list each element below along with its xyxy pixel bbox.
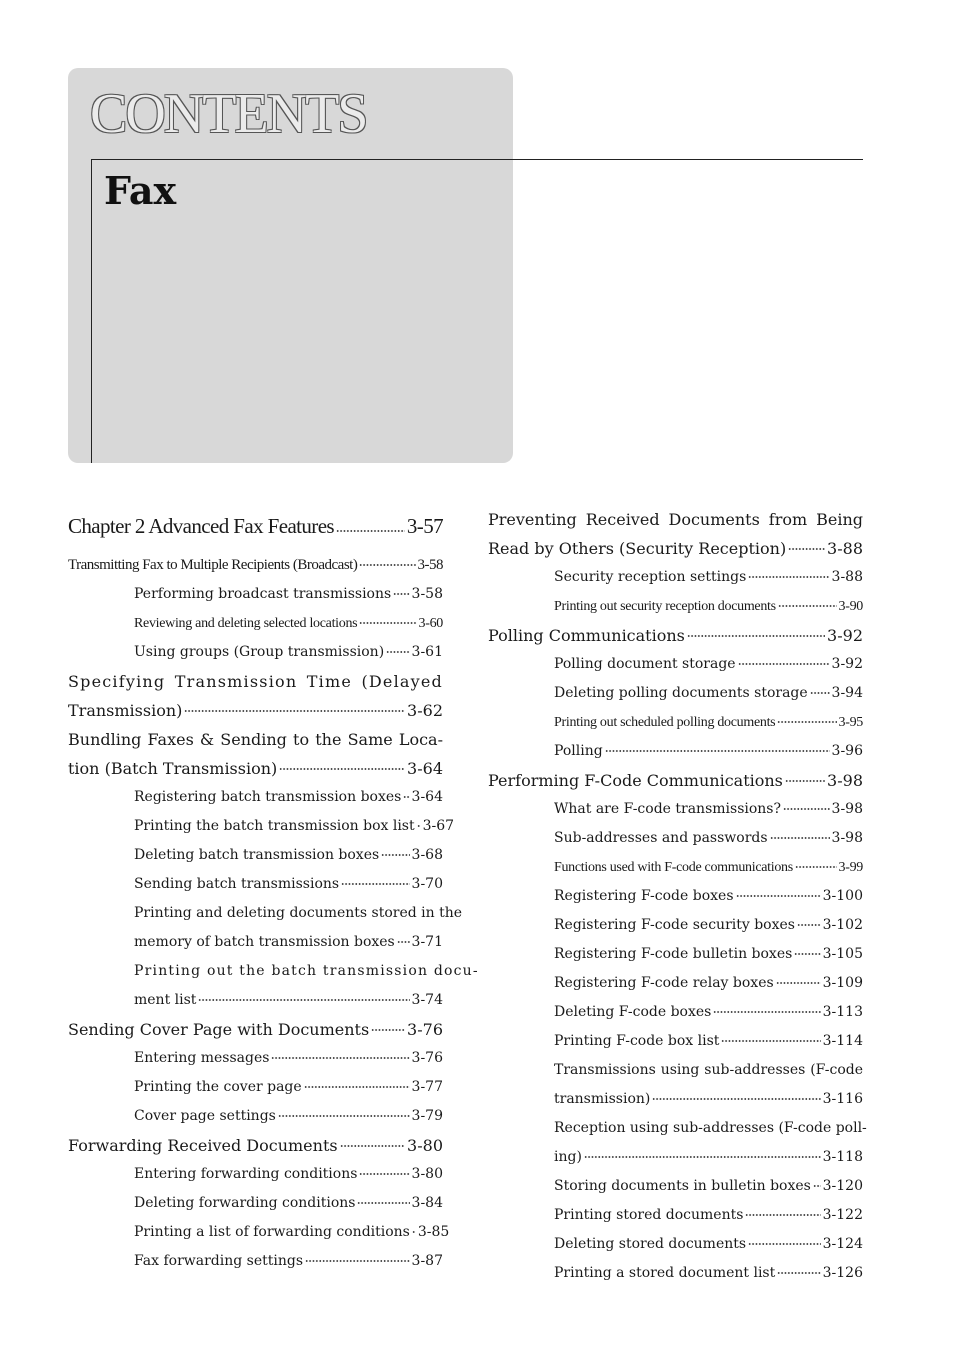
toc-subentry[interactable]: Registering F-code boxes 3-100 (488, 882, 863, 911)
toc-subentry[interactable]: Entering forwarding conditions 3-80 (68, 1160, 443, 1189)
page-number: 3-76 (411, 1050, 443, 1066)
page-number: 3-96 (831, 743, 863, 759)
page-number: 3-85 (417, 1224, 450, 1240)
toc-subentry[interactable]: Entering messages 3-76 (68, 1044, 443, 1073)
leader-dots (397, 932, 410, 946)
toc-subentry[interactable]: Storing documents in bulletin boxes 3-120 (488, 1172, 863, 1201)
section-title: Fax (104, 168, 177, 213)
leader-dots (271, 1048, 409, 1062)
leader-dots (336, 516, 405, 537)
leader-dots (403, 787, 409, 801)
leader-dots (393, 584, 409, 598)
toc-subentry[interactable]: Polling 3-96 (488, 737, 863, 766)
toc-entry-security-line1[interactable]: Preventing Received Documents from Being (488, 510, 863, 529)
page-number: 3-109 (822, 975, 863, 991)
toc-column-right (488, 505, 867, 1288)
toc-entry-broadcast[interactable]: Transmitting Fax to Multiple Recipients (Broadcast) 3-58 (68, 551, 443, 580)
leader-dots (810, 683, 830, 697)
leader-dots (340, 1135, 405, 1151)
toc-column-left (68, 505, 479, 1276)
page-number: 3-80 (411, 1166, 443, 1182)
page-number: 3-80 (407, 1136, 443, 1155)
toc-subentry[interactable]: Deleting stored documents 3-124 (488, 1230, 863, 1259)
header-rule-vertical (91, 159, 92, 463)
leader-dots (371, 1019, 405, 1035)
toc-entry-security-line2[interactable]: Read by Others (Security Reception) 3-88 (488, 534, 863, 563)
toc-subentry[interactable]: Registering batch transmission boxes 3-64 (68, 783, 443, 812)
toc-subentry-line1[interactable]: Printing out the batch transmission docu- (134, 963, 479, 979)
toc-subentry-line2[interactable]: transmission) 3-116 (488, 1085, 863, 1114)
leader-dots (777, 712, 836, 726)
leader-dots (721, 1031, 820, 1045)
page-number: 3-71 (411, 934, 443, 950)
leader-dots (652, 1089, 820, 1103)
page-number: 3-60 (418, 616, 443, 631)
toc-subentry[interactable]: Cover page settings 3-79 (68, 1102, 443, 1131)
leader-dots (198, 990, 409, 1004)
page-number: 3-120 (822, 1178, 863, 1194)
leader-dots (381, 845, 409, 859)
toc-chapter[interactable]: Chapter 2 Advanced Fax Features 3-57 (68, 513, 443, 538)
leader-dots (279, 758, 405, 774)
toc-subentry[interactable]: Deleting batch transmission boxes 3-68 (68, 841, 443, 870)
toc-subentry[interactable]: Printing F-code box list 3-114 (488, 1027, 863, 1056)
leader-dots (341, 874, 409, 888)
leader-dots (738, 654, 830, 668)
leader-dots (605, 741, 830, 755)
toc-subentry[interactable]: Registering F-code bulletin boxes 3-105 (488, 940, 863, 969)
leader-dots (770, 828, 830, 842)
page-number: 3-87 (411, 1253, 443, 1269)
page-number: 3-98 (831, 830, 863, 846)
toc-subentry-line1[interactable]: Transmissions using sub-addresses (F-code (554, 1062, 863, 1078)
toc-subentry[interactable]: Deleting F-code boxes 3-113 (488, 998, 863, 1027)
toc-subentry[interactable]: Reviewing and deleting selected locations 3-60 (68, 609, 443, 638)
page-number: 3-88 (831, 569, 863, 585)
toc-subentry[interactable]: Security reception settings 3-88 (488, 563, 863, 592)
leader-dots (584, 1147, 821, 1161)
leader-dots (745, 1205, 820, 1219)
page-number: 3-58 (417, 557, 443, 573)
page-number: 3-64 (411, 789, 443, 805)
leader-dots (359, 1164, 409, 1178)
leader-dots (778, 596, 837, 610)
leader-dots (777, 1263, 820, 1277)
page-number: 3-113 (822, 1004, 863, 1020)
leader-dots (713, 1002, 820, 1016)
page-number: 3-61 (411, 644, 443, 660)
toc-subentry[interactable]: Sending batch transmissions 3-70 (68, 870, 443, 899)
toc-subentry[interactable]: Functions used with F-code communications 3-99 (488, 853, 863, 882)
toc-entry-forward[interactable]: Forwarding Received Documents 3-80 (68, 1131, 443, 1160)
page-number: 3-67 (422, 818, 455, 834)
page-number: 3-95 (838, 715, 863, 730)
toc-subentry-line2[interactable]: ing) 3-118 (488, 1143, 863, 1172)
page-number: 3-76 (407, 1020, 443, 1039)
leader-dots (736, 886, 821, 900)
page-number: 3-105 (822, 946, 863, 962)
toc-subentry[interactable]: Printing out scheduled polling documents 3-95 (488, 708, 863, 737)
toc-subentry[interactable]: Polling document storage 3-92 (488, 650, 863, 679)
toc-subentry[interactable]: Printing a list of forwarding conditions 3-85 (68, 1218, 443, 1247)
toc-subentry-line2[interactable]: memory of batch transmission boxes 3-71 (68, 928, 443, 957)
leader-dots (417, 816, 421, 830)
leader-dots (748, 567, 829, 581)
leader-dots (305, 1251, 410, 1265)
toc-subentry[interactable]: Sub-addresses and passwords 3-98 (488, 824, 863, 853)
page-number: 3-90 (838, 599, 863, 614)
toc-subentry[interactable]: Using groups (Group transmission) 3-61 (68, 638, 443, 667)
toc-subentry[interactable]: Printing the batch transmission box list 3-67 (68, 812, 443, 841)
leader-dots (359, 613, 416, 627)
leader-dots (304, 1077, 410, 1091)
page-number: 3-98 (827, 771, 863, 790)
leader-dots (783, 799, 830, 813)
leader-dots (357, 1193, 409, 1207)
toc-subentry[interactable]: Deleting forwarding conditions 3-84 (68, 1189, 443, 1218)
leader-dots (813, 1176, 821, 1190)
leader-dots (687, 625, 825, 641)
header-rule-horizontal (91, 159, 863, 160)
toc-subentry[interactable]: Printing stored documents 3-122 (488, 1201, 863, 1230)
leader-dots (278, 1106, 410, 1120)
leader-dots (386, 642, 409, 656)
leader-dots (748, 1234, 821, 1248)
page-number: 3-64 (407, 759, 443, 778)
page-number: 3-77 (411, 1079, 443, 1095)
toc-entry-polling[interactable]: Polling Communications 3-92 (488, 621, 863, 650)
page-number: 3-70 (411, 876, 443, 892)
page-number: 3-118 (822, 1149, 863, 1165)
toc-subentry-line1[interactable]: Reception using sub-addresses (F-code poll- (554, 1120, 867, 1136)
leader-dots (184, 700, 405, 716)
page-number: 3-102 (822, 917, 863, 933)
page-number: 3-122 (822, 1207, 863, 1223)
leader-dots (359, 554, 415, 569)
leader-dots (795, 857, 837, 871)
page-number: 3-94 (831, 685, 863, 701)
toc-subentry-line1[interactable]: Printing and deleting documents stored in the (134, 905, 463, 921)
page-number: 3-114 (822, 1033, 863, 1049)
page-number: 3-88 (827, 539, 863, 558)
leader-dots (794, 944, 820, 958)
toc-entry-batch-line2[interactable]: tion (Batch Transmission) 3-64 (68, 754, 443, 783)
toc-subentry[interactable]: Deleting polling documents storage 3-94 (488, 679, 863, 708)
page-number: 3-58 (411, 586, 443, 602)
toc-entry-fcode[interactable]: Performing F-Code Communications 3-98 (488, 766, 863, 795)
page-number: 3-57 (406, 513, 443, 538)
leader-dots (412, 1222, 416, 1236)
toc-subentry[interactable]: Registering F-code relay boxes 3-109 (488, 969, 863, 998)
toc-subentry[interactable]: What are F-code transmissions? 3-98 (488, 795, 863, 824)
page-number: 3-126 (822, 1265, 863, 1281)
leader-dots (785, 770, 825, 786)
toc-subentry[interactable]: Performing broadcast transmissions 3-58 (68, 580, 443, 609)
toc-subentry[interactable]: Fax forwarding settings 3-87 (68, 1247, 443, 1276)
toc-entry-cover[interactable]: Sending Cover Page with Documents 3-76 (68, 1015, 443, 1044)
page-number: 3-68 (411, 847, 443, 863)
toc-subentry[interactable]: Printing out security reception documents 3-90 (488, 592, 863, 621)
leader-dots (776, 973, 821, 987)
toc-entry-batch-line1[interactable]: Bundling Faxes & Sending to the Same Loca- (68, 730, 443, 749)
page-number: 3-98 (831, 801, 863, 817)
toc-subentry[interactable]: Registering F-code security boxes 3-102 (488, 911, 863, 940)
page-number: 3-99 (838, 860, 863, 875)
page-number: 3-74 (411, 992, 443, 1008)
leader-dots (797, 915, 821, 929)
page-number: 3-92 (827, 626, 863, 645)
leader-dots (788, 538, 825, 554)
page-number: 3-62 (407, 701, 443, 720)
toc-subentry-line2[interactable]: ment list 3-74 (68, 986, 443, 1015)
page-number: 3-100 (822, 888, 863, 904)
toc-subentry[interactable]: Printing the cover page 3-77 (68, 1073, 443, 1102)
page-number: 3-84 (411, 1195, 443, 1211)
page-number: 3-116 (822, 1091, 863, 1107)
toc-entry-delayed-line2[interactable]: Transmission) 3-62 (68, 696, 443, 725)
page-number: 3-124 (822, 1236, 863, 1252)
contents-title: CONTENTS (90, 83, 367, 145)
toc-subentry[interactable]: Printing a stored document list 3-126 (488, 1259, 863, 1288)
toc-entry-delayed-line1[interactable]: Specifying Transmission Time (Delayed (68, 672, 443, 691)
page-number: 3-79 (411, 1108, 443, 1124)
page-number: 3-92 (831, 656, 863, 672)
